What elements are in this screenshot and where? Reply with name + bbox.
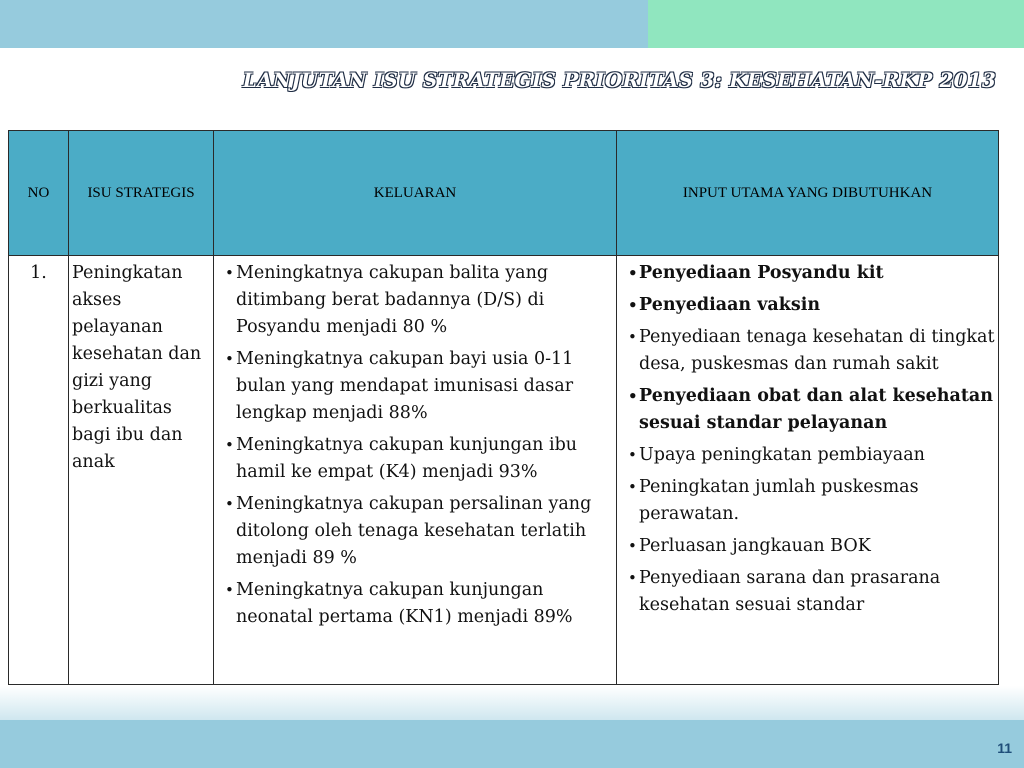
table-header-row: [9, 131, 999, 256]
header-isu-strategis: ISU STRATEGIS: [69, 131, 214, 256]
header-input-utama: INPUT UTAMA YANG DIBUTUHKAN: [617, 131, 999, 256]
bullet-icon: •: [628, 264, 638, 282]
input-text: Upaya peningkatan pembiayaan: [639, 445, 925, 465]
keluaran-item: [217, 346, 613, 427]
input-text: Penyediaan Posyandu kit: [639, 263, 884, 283]
cell-input-utama: [617, 256, 999, 685]
bullet-icon: •: [628, 478, 637, 496]
keluaran-item: [217, 260, 613, 341]
cell-isu-strategis: Peningkatan akses pelayanan kesehatan dan gizi yang berkualitas bagi ibu dan anak: [69, 256, 214, 685]
input-item: [620, 383, 995, 437]
bullet-icon: •: [225, 264, 234, 282]
bullet-icon: •: [628, 296, 638, 314]
keluaran-text: Meningkatnya cakupan kunjungan ibu hamil ke empat (K4) menjadi 93%: [236, 435, 578, 482]
input-item: [620, 260, 995, 287]
bullet-icon: •: [628, 537, 637, 555]
bullet-icon: •: [225, 350, 234, 368]
slide-title: LANJUTAN ISU STRATEGIS PRIORITAS 3: KESEHATAN-RKP 2013: [242, 68, 996, 92]
keluaran-text: Meningkatnya cakupan kunjungan neonatal pertama (KN1) menjadi 89%: [236, 580, 573, 627]
input-text: Penyediaan vaksin: [639, 295, 821, 315]
keluaran-text: Meningkatnya cakupan bayi usia 0-11 bulan yang mendapat imunisasi dasar lengkap menjadi 88%: [236, 349, 574, 423]
input-item: [620, 324, 995, 378]
bullet-icon: •: [628, 569, 637, 587]
strategic-issues-table: [8, 130, 999, 685]
input-text: Perluasan jangkauan BOK: [639, 536, 871, 556]
input-list: [620, 260, 995, 619]
keluaran-list: [217, 260, 613, 631]
keluaran-text: Meningkatnya cakupan persalinan yang ditolong oleh tenaga kesehatan terlatih menjadi 89 %: [236, 494, 592, 568]
top-band-blue: [0, 0, 648, 48]
bullet-icon: •: [628, 328, 637, 346]
input-item: [620, 533, 995, 560]
top-band-green: [648, 0, 1024, 48]
keluaran-text: Meningkatnya cakupan balita yang ditimbang berat badannya (D/S) di Posyandu menjadi 80 %: [236, 263, 549, 337]
input-text: Penyediaan tenaga kesehatan di tingkat desa, puskesmas dan rumah sakit: [639, 327, 995, 374]
input-item: [620, 565, 995, 619]
table-row: [9, 256, 999, 685]
keluaran-item: [217, 491, 613, 572]
cell-no: 1.: [9, 256, 69, 685]
header-no: NO: [9, 131, 69, 256]
input-item: [620, 474, 995, 528]
keluaran-item: [217, 577, 613, 631]
input-text: Penyediaan sarana dan prasarana kesehatan sesuai standar: [639, 568, 941, 615]
bullet-icon: •: [628, 446, 637, 464]
input-item: [620, 292, 995, 319]
input-text: Peningkatan jumlah puskesmas perawatan.: [639, 477, 919, 524]
cell-keluaran: [214, 256, 617, 685]
bullet-icon: •: [225, 436, 234, 454]
bullet-icon: •: [225, 581, 234, 599]
page-number: 11: [997, 740, 1012, 756]
bullet-icon: •: [225, 495, 234, 513]
keluaran-item: [217, 432, 613, 486]
input-item: [620, 442, 995, 469]
footer-gradient: [0, 686, 1024, 720]
footer-band: [0, 720, 1024, 768]
bullet-icon: •: [628, 387, 638, 405]
input-text: Penyediaan obat dan alat kesehatan sesuai standar pelayanan: [639, 386, 993, 433]
header-keluaran: KELUARAN: [214, 131, 617, 256]
